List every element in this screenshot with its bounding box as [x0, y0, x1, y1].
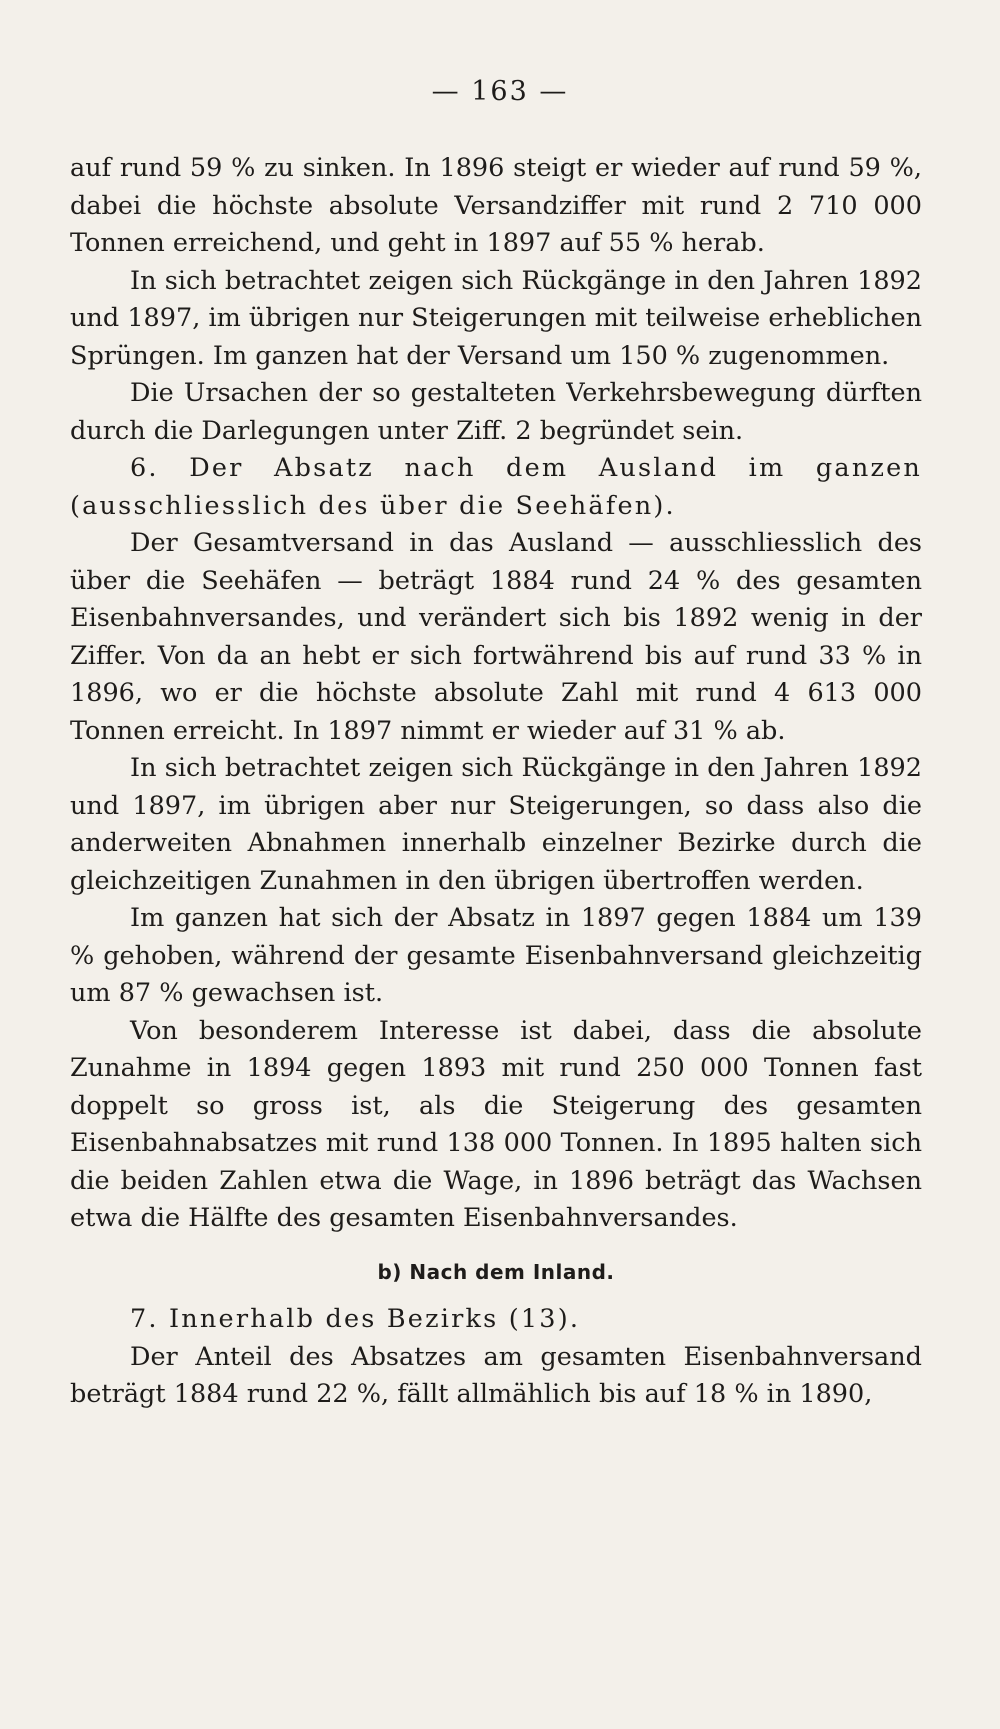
paragraph-export-declines: In sich betrachtet zeigen sich Rückgänge in den Jahren 1892 und 1897, im übrigen aber nur Steigerungen, so dass also die anderweiten Abnahmen innerhalb einzelner Bezirke durch die gleichzeitigen Zunahmen in den übrigen übertroffen werden. [70, 753, 922, 896]
paragraph-district-share: Der Anteil des Absatzes am gesamten Eisenbahnversand beträgt 1884 rund 22 %, fällt allmählich bis auf 18 % in 1890, [70, 1341, 922, 1409]
subheading-6-abroad: 6. Der Absatz nach dem Ausland im ganzen (ausschliesslich des über die Seehäfen). [70, 453, 922, 521]
paragraph-overall-growth: Im ganzen hat sich der Absatz in 1897 gegen 1884 um 139 % gehoben, während der gesamte Eisenbahnversand gleichzeitig um 87 % gewachsen ist. [70, 903, 922, 1008]
paragraph-special-interest: Von besonderem Interesse ist dabei, dass die absolute Zunahme in 1894 gegen 1893 mit rund 250 000 Tonnen fast doppelt so gross ist, als die Steigerung des gesamten Eisenbahnabsatzes mit rund 138 000 Tonnen. In 1895 halten sich die beiden Zahlen etwa die Wage, in 1896 beträgt das Wachsen etwa die Hälfte des gesamten Eisenbahnversandes. [70, 1015, 922, 1233]
paragraph-continuation: auf rund 59 % zu sinken. In 1896 steigt er wieder auf rund 59 %, dabei die höchste absolute Versandziffer mit rund 2 710 000 Tonnen erreichend, und geht in 1897 auf 55 % herab. [70, 153, 922, 258]
paragraph-declines: In sich betrachtet zeigen sich Rückgänge in den Jahren 1892 und 1897, im übrigen nur Steigerungen mit teilweise erheblichen Sprüngen. Im ganzen hat der Versand um 150 % zugenommen. [70, 265, 922, 371]
paragraph-total-export: Der Gesamtversand in das Ausland — ausschliesslich des über die Seehäfen — beträgt 1884 rund 24 % des gesamten Eisenbahnversandes, und verändert sich bis 1892 wenig in der Ziffer. Von da an hebt er sich fortwährend bis auf rund 33 % in 1896, wo er die höchste absolute Zahl mit rund 4 613 000 Tonnen erreicht. In 1897 nimmt er wieder auf 31 % ab. [70, 528, 922, 746]
section-heading-domestic: b) Nach dem Inland. [377, 1259, 615, 1284]
body-text [70, 150, 922, 1414]
page-number: — 163 — [431, 76, 569, 107]
subheading-7-within-district: 7. Innerhalb des Bezirks (13). [130, 1304, 581, 1334]
paragraph-causes: Die Ursachen der so gestalteten Verkehrsbewegung dürften durch die Darlegungen unter Ziff. 2 begründet sein. [70, 378, 922, 446]
